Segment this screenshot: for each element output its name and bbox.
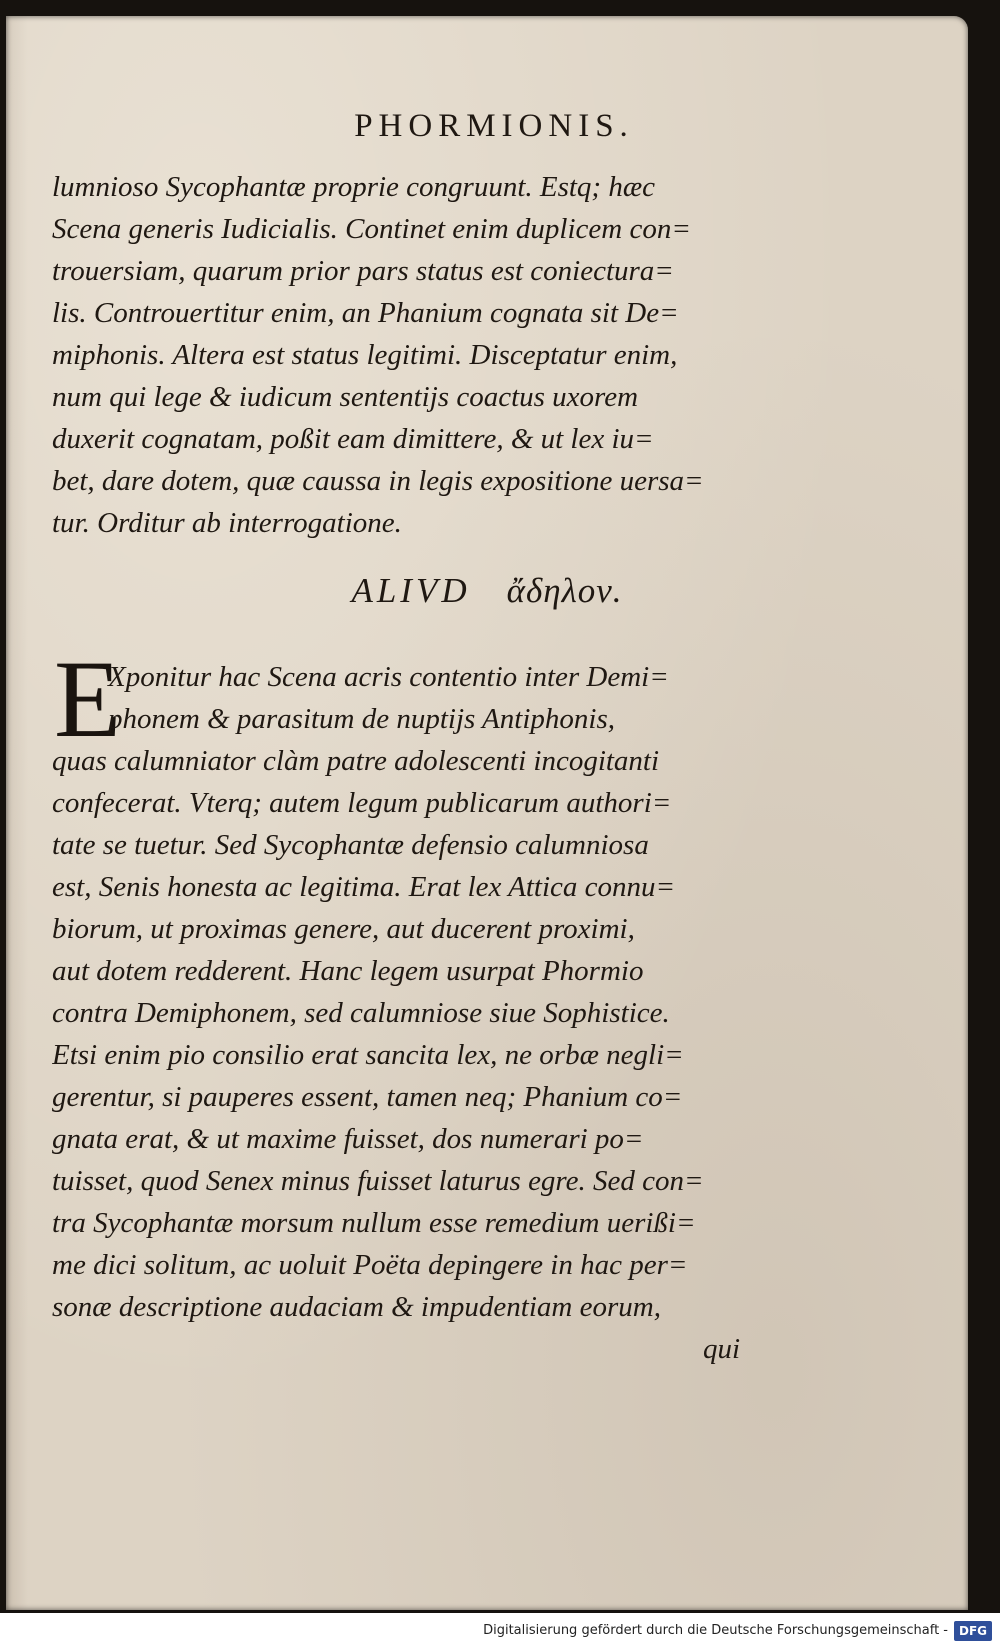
- text-line: duxerit cognatam, poßit eam dimittere, & ut lex iu=: [52, 423, 654, 455]
- text-line: biorum, ut proximas genere, aut ducerent proximi,: [52, 913, 635, 945]
- dfg-logo: DFG: [954, 1621, 992, 1641]
- text-line: Etsi enim pio consilio erat sancita lex, ne orbæ negli=: [52, 1039, 684, 1071]
- text-line: lumnioso Sycophantæ proprie congruunt. Estq; hæc: [52, 171, 656, 203]
- text-line: Xponitur hac Scena acris contentio inter Demi=: [108, 661, 669, 693]
- text-line: tra Sycophantæ morsum nullum esse remedium uerißi=: [52, 1207, 696, 1239]
- text-line: bet, dare dotem, quæ caussa in legis expositione uersa=: [52, 465, 704, 497]
- text-line: trouersiam, quarum prior pars status est coniectura=: [52, 255, 674, 287]
- paragraph-2: [52, 638, 742, 1370]
- text-line: confecerat. Vterq; autem legum publicarum authori=: [52, 787, 672, 819]
- text-line: lis. Controuertitur enim, an Phanium cognata sit De=: [52, 297, 679, 329]
- text-line: num qui lege & iudicum sententijs coactus uxorem: [52, 381, 639, 413]
- text-line: tate se tuetur. Sed Sycophantæ defensio calumniosa: [52, 829, 649, 861]
- catchword: qui: [702, 1333, 740, 1365]
- heading-greek: ἄδηλον.: [506, 571, 623, 610]
- heading-latin: ALIVD: [351, 571, 471, 610]
- text-line: tur. Orditur ab interrogatione.: [52, 507, 402, 539]
- text-line: phonem & parasitum de nuptijs Antiphonis,: [108, 703, 615, 735]
- running-header: PHORMIONIS.: [354, 108, 634, 144]
- text-line: aut dotem redderent. Hanc legem usurpat Phormio: [52, 955, 644, 987]
- drop-cap: E: [54, 638, 122, 760]
- text-line: quas calumniator clàm patre adolescenti incogitanti: [52, 745, 660, 777]
- text-line: contra Demiphonem, sed calumniose siue Sophistice.: [52, 997, 670, 1029]
- text-line: gerentur, si pauperes essent, tamen neq; Phanium co=: [52, 1081, 683, 1113]
- text-line: miphonis. Altera est status legitimi. Disceptatur enim,: [52, 339, 678, 371]
- text-line: Scena generis Iudicialis. Continet enim duplicem con=: [52, 213, 691, 245]
- text-line: gnata erat, & ut maxime fuisset, dos numerari po=: [52, 1123, 644, 1155]
- paragraph-1: [52, 166, 742, 544]
- section-heading: [6, 571, 968, 611]
- text-line: sonæ descriptione audaciam & impudentiam eorum,: [52, 1291, 661, 1323]
- text-line: tuisset, quod Senex minus fuisset laturus egre. Sed con=: [52, 1165, 704, 1197]
- text-line: me dici solitum, ac uoluit Poëta depingere in hac per=: [52, 1249, 688, 1281]
- funding-note: Digitalisierung gefördert durch die Deutsche Forschungsgemeinschaft -: [483, 1623, 948, 1638]
- text-line: est, Senis honesta ac legitima. Erat lex Attica connu=: [52, 871, 676, 903]
- book-page: [6, 16, 968, 1610]
- footer-bar: [0, 1613, 1000, 1649]
